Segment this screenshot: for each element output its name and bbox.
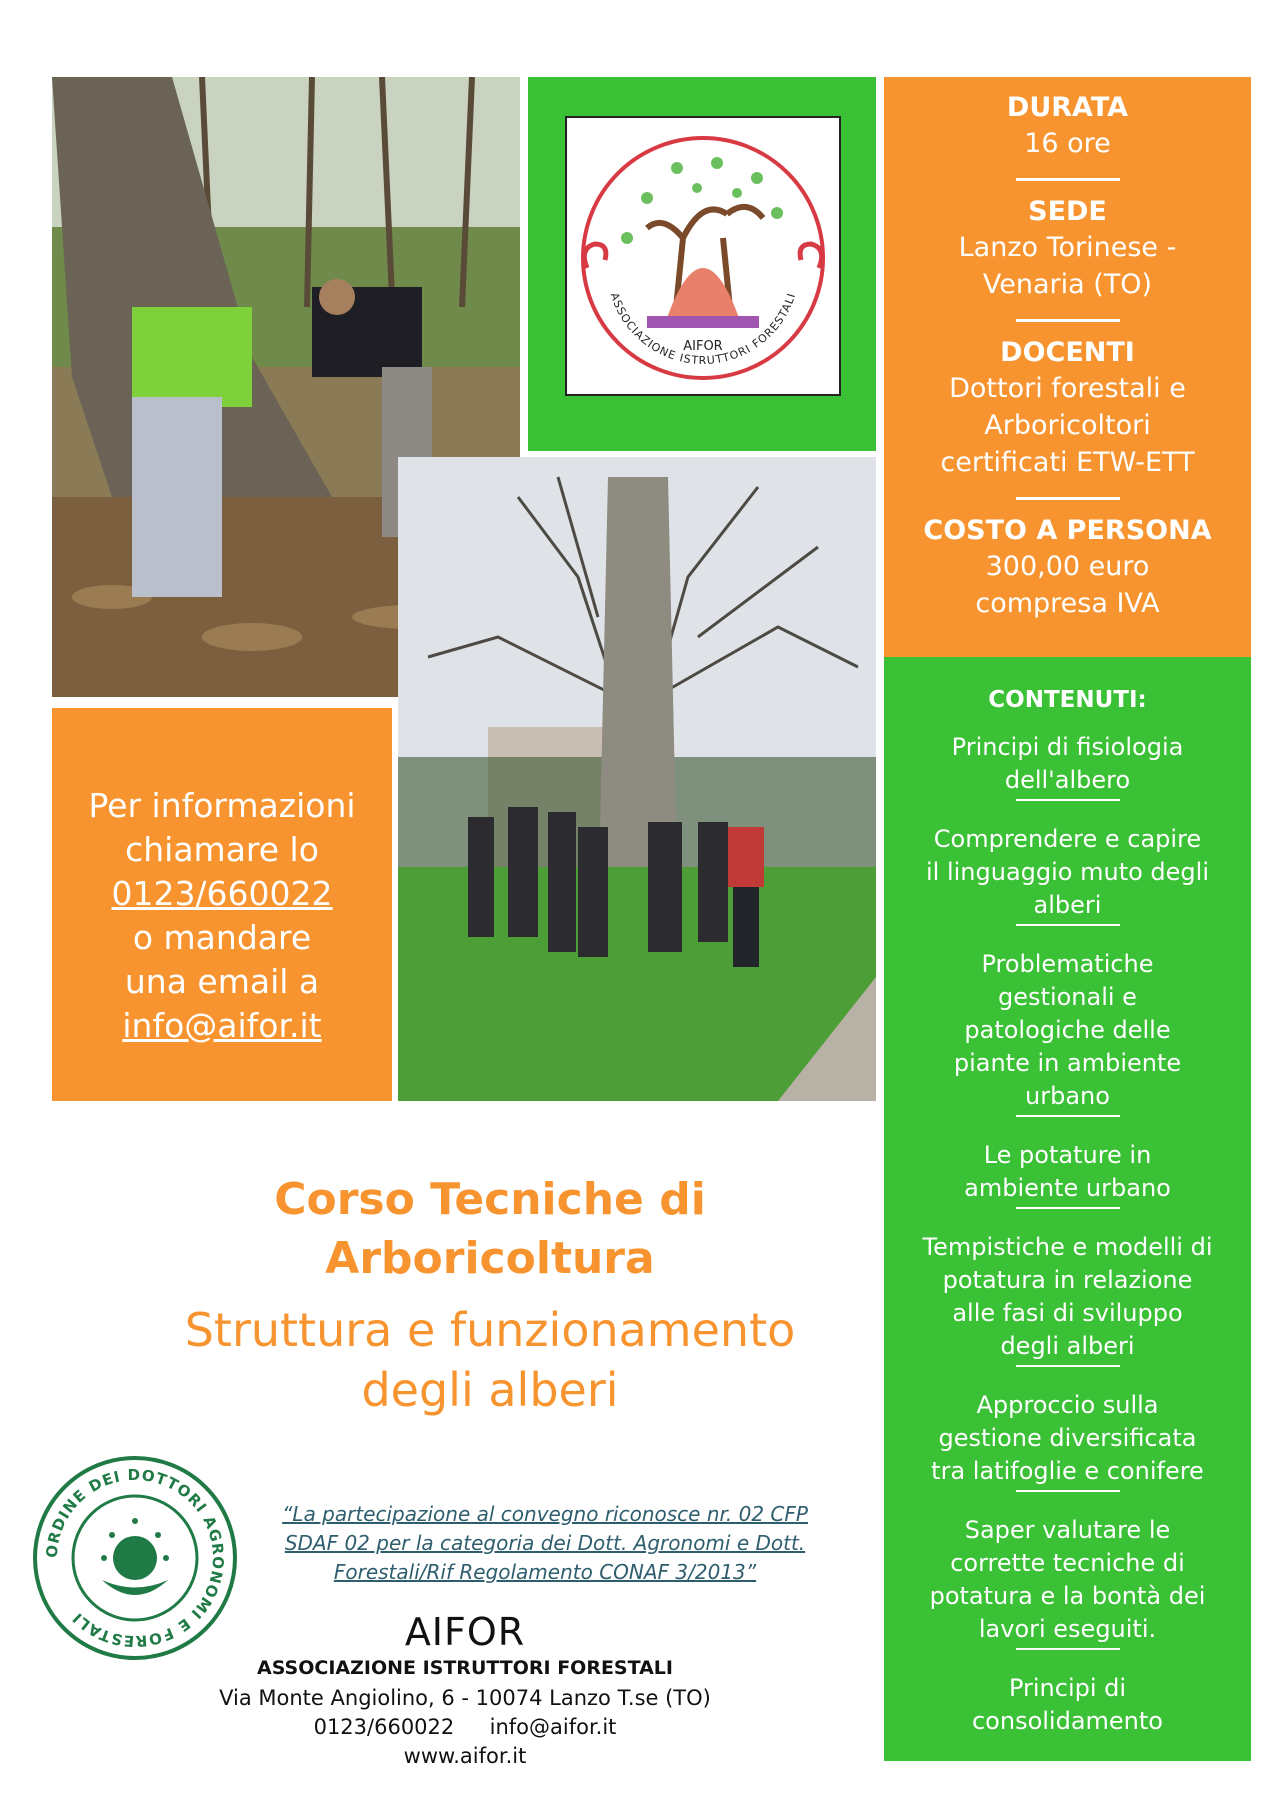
docenti-label: DOCENTI [1000,337,1135,368]
contact-line: una email a [124,962,320,1001]
contents-item-line: Comprendere e capire [933,825,1202,853]
contents-item-line: potatura e la bontà dei [929,1582,1206,1610]
logo-top-text: AIFOR [683,339,723,354]
cfp-note-line: “La partecipazione al convegno riconosce nr. 02 CFP [282,1502,808,1526]
contents-item-line: gestionali e [998,983,1137,1011]
contents-item-line: Principi di fisiologia [951,733,1184,761]
course-title [60,1170,920,1288]
docenti-line: Dottori forestali e [949,373,1186,404]
contents-item-line: gestione diversificata [938,1424,1197,1452]
contents-item [884,1231,1251,1367]
contents-item-line: alberi [1033,891,1102,919]
contents-item-line: corrette tecniche di [950,1549,1185,1577]
contents-item-line: tra latifoglie e conifere [931,1457,1204,1485]
title-line: Arboricoltura [325,1233,655,1284]
contents-divider [1016,1207,1120,1209]
durata-value: 16 ore [1024,128,1111,159]
logo-ring-text: ASSOCIAZIONE ISTRUTTORI FORESTALI [607,290,799,368]
costo-label: COSTO A PERSONA [923,515,1212,546]
photo-group-at-tree [398,457,876,1101]
contents-divider [1016,1648,1120,1650]
contents-divider [1016,1365,1120,1367]
footer-website[interactable]: www.aifor.it [403,1744,527,1768]
contents-item-line: consolidamento [971,1707,1163,1735]
contents-item-line: piante in ambiente [953,1049,1182,1077]
aifor-logo [565,116,841,396]
divider [1016,319,1120,322]
contents-item-line: Saper valutare le [964,1516,1171,1544]
sede-label: SEDE [1028,196,1107,227]
subtitle-line: Struttura e funzionamento [184,1303,796,1357]
course-info-panel [884,77,1251,657]
contents-item [884,1672,1251,1738]
contents-item-line: dell'albero [1004,766,1131,794]
costo-line: compresa IVA [975,588,1160,619]
contact-email-link[interactable]: info@aifor.it [122,1006,322,1045]
footer-phone[interactable]: 0123/660022 [313,1715,455,1739]
contents-item [884,948,1251,1117]
contents-item-line: urbano [1025,1082,1110,1110]
contents-divider [1016,924,1120,926]
seal-ring-text: ORDINE DEI DOTTORI AGRONOMI E FORESTALI [42,1465,228,1651]
cfp-note-line: SDAF 02 per la categoria dei Dott. Agronomi e Dott. [284,1531,806,1555]
footer-email[interactable]: info@aifor.it [489,1715,617,1739]
contents-item-line: potatura in relazione [942,1266,1193,1294]
contents-divider [1016,1490,1120,1492]
contact-panel [52,708,392,1101]
contents-item-line: il linguaggio muto degli [926,858,1209,886]
aifor-logo-panel [528,77,876,451]
cfp-note-line: Forestali/Rif Regolamento CONAF 3/2013” [333,1560,757,1584]
contents-item-line: Principi di [1008,1674,1127,1702]
footer-association: ASSOCIAZIONE ISTRUTTORI FORESTALI [257,1657,673,1679]
title-line: Corso Tecniche di [274,1174,706,1225]
contents-item-line: Tempistiche e modelli di [922,1233,1213,1261]
contents-panel [884,657,1251,1761]
footer-contacts [150,1684,780,1771]
sede-line: Lanzo Torinese - [958,232,1177,263]
contents-item-line: degli alberi [1000,1332,1135,1360]
contents-item-line: patologiche delle [964,1016,1171,1044]
docenti-line: certificati ETW-ETT [940,447,1195,478]
sede-line: Venaria (TO) [982,269,1153,300]
contents-item [884,1514,1251,1650]
contents-item-line: Problematiche [981,950,1154,978]
contents-title: CONTENUTI: [988,687,1147,713]
contents-item-line: ambiente urbano [964,1174,1171,1202]
contents-item-line: alle fasi di sviluppo [952,1299,1183,1327]
contents-item-line: lavori eseguiti. [978,1615,1157,1643]
footer-brand: AIFOR [404,1610,526,1654]
durata-label: DURATA [1006,92,1129,123]
contents-divider [1016,1115,1120,1117]
contents-divider [1016,799,1120,801]
contact-phone-link[interactable]: 0123/660022 [111,874,333,913]
contents-item [884,731,1251,801]
contents-item [884,1389,1251,1492]
cfp-note [250,1500,840,1587]
costo-line: 300,00 euro [985,551,1150,582]
contact-line: Per informazioni [88,786,356,825]
contents-item-line: Approccio sulla [976,1391,1159,1419]
contents-item [884,823,1251,926]
contents-item-line: Le potature in [983,1141,1152,1169]
subtitle-line: degli alberi [361,1363,619,1417]
contents-item [884,1139,1251,1209]
footer-address: Via Monte Angiolino, 6 - 10074 Lanzo T.se (TO) [219,1686,711,1710]
docenti-line: Arboricoltori [984,410,1151,441]
divider [1016,178,1120,181]
contact-line: chiamare lo [125,830,319,869]
divider [1016,497,1120,500]
contact-line: o mandare [132,918,312,957]
course-subtitle [60,1300,920,1420]
